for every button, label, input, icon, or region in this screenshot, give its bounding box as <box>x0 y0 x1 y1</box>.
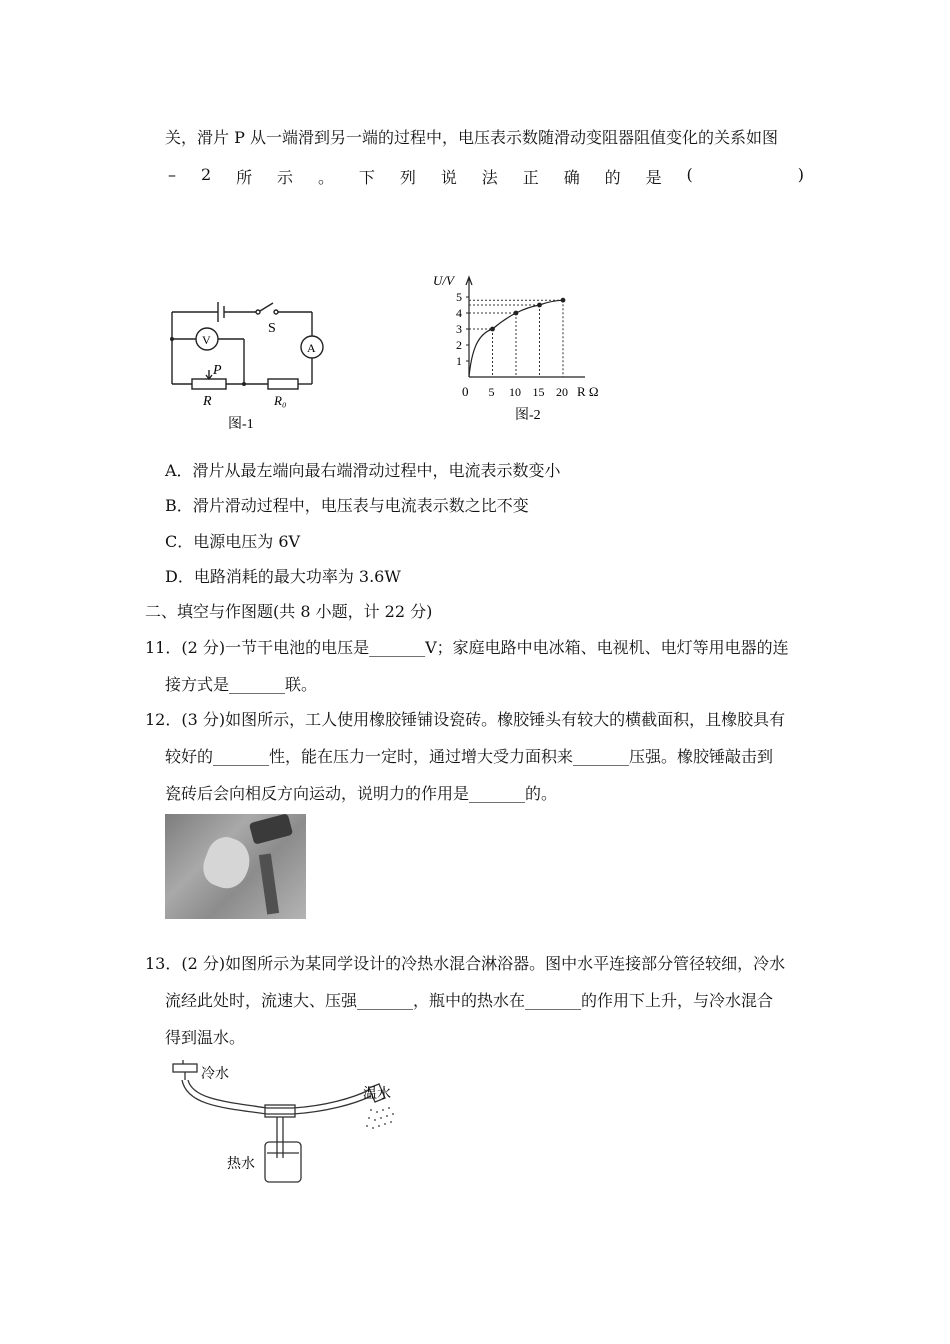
ammeter-label: A <box>307 341 316 355</box>
stem-token: – <box>168 165 176 184</box>
junction-dot <box>242 382 246 386</box>
question-10-stem-line-1: 关，滑片 P 从一端滑到另一端的过程中，电压表示数随滑动变阻器阻值变化的关系如图 <box>165 128 778 147</box>
hot-water-label: 热水 <box>227 1157 255 1172</box>
question-12-line-2: 较好的_______性，能在压力一定时，通过增大受力面积来_______压强。橡胶锤敲击到 <box>165 747 774 766</box>
stem-token: 示 <box>277 168 294 187</box>
narrow-connector <box>265 1105 295 1117</box>
data-point <box>561 298 566 303</box>
figure-1-caption: 图-1 <box>228 417 254 432</box>
switch-blade <box>260 303 273 311</box>
spray-droplet <box>384 1123 386 1125</box>
cold-water-label: 冷水 <box>201 1067 229 1082</box>
spray-droplet <box>370 1109 372 1111</box>
switch-label: S <box>268 321 276 336</box>
spray-droplet <box>376 1111 378 1113</box>
faucet-icon <box>173 1064 197 1072</box>
y-tick-label: 3 <box>456 322 462 336</box>
stem-token: 确 <box>563 168 580 187</box>
option-a: A．滑片从最左端向最右端滑动过程中，电流表示数变小 <box>165 461 561 480</box>
x-tick-label: 10 <box>509 385 521 399</box>
spray-droplet <box>390 1121 392 1123</box>
stem-token: 下 <box>358 168 375 187</box>
question-13-line-1: 13．(2 分)如图所示为某同学设计的冷热水混合淋浴器。图中水平连接部分管径较细，冷水 <box>145 954 786 973</box>
stem-token: 的 <box>604 168 621 187</box>
hand-shape <box>198 832 256 894</box>
y-axis-label: U/V <box>433 273 454 288</box>
x-tick-label: 5 <box>488 385 495 399</box>
rheostat-label: R <box>203 394 212 409</box>
x-tick-label: 20 <box>556 385 568 399</box>
stem-token: 2 <box>200 165 212 184</box>
switch-contact <box>274 310 278 314</box>
resistor-R0 <box>268 379 298 389</box>
spray-droplet <box>366 1125 368 1127</box>
stem-token: ( <box>686 165 693 184</box>
pipe-outline <box>188 1080 369 1108</box>
stem-token: ) <box>797 165 804 184</box>
option-c: C．电源电压为 6V <box>165 532 301 551</box>
question-13-line-2: 流经此处时，流速大、压强_______，瓶中的热水在_______的作用下上升，与冷水混合 <box>165 991 774 1010</box>
rheostat-R <box>192 379 226 389</box>
fixed-resistor-label: R₀ <box>274 393 287 408</box>
data-point <box>537 303 542 308</box>
voltage-resistance-chart <box>425 265 615 430</box>
voltmeter-label: V <box>202 333 211 347</box>
spray-droplet <box>368 1117 370 1119</box>
stem-token: 说 <box>440 168 457 187</box>
y-tick-label: 1 <box>456 354 462 368</box>
stem-token: 是 <box>645 168 662 187</box>
spray-droplet <box>372 1127 374 1129</box>
x-tick-label: 15 <box>532 385 545 399</box>
stem-token: 所 <box>236 168 253 187</box>
stem-token: 法 <box>481 168 498 187</box>
shower-mixer-diagram <box>165 1058 405 1188</box>
handle-shape <box>259 853 279 914</box>
spray-droplet <box>388 1107 390 1109</box>
switch-contact <box>256 310 260 314</box>
slider-label: P <box>213 363 222 378</box>
option-b: B．滑片滑动过程中，电压表与电流表示数之比不变 <box>165 496 529 515</box>
question-11-line-1: 11．(2 分)一节干电池的电压是_______V；家庭电路中电冰箱、电视机、电灯等用电器的连 <box>145 638 789 657</box>
data-point <box>514 311 519 316</box>
y-tick-label: 2 <box>456 338 462 352</box>
spray-droplet <box>380 1117 382 1119</box>
section-title: 二、填空与作图题(共 8 小题，计 22 分) <box>145 602 433 621</box>
spray-droplet <box>392 1113 394 1115</box>
spray-droplet <box>382 1109 384 1111</box>
warm-water-label: 温水 <box>363 1087 391 1102</box>
option-d: D．电路消耗的最大功率为 3.6W <box>165 567 401 586</box>
spray-droplet <box>374 1119 376 1121</box>
rubber-hammer-photo <box>165 814 306 919</box>
stem-token: 列 <box>399 168 416 187</box>
figure-2-caption: 图-2 <box>515 408 541 423</box>
stem-token: 正 <box>522 168 539 187</box>
y-tick-label: 5 <box>456 290 462 304</box>
spray-droplet <box>386 1115 388 1117</box>
x-axis-label: R Ω <box>577 384 599 399</box>
stem-token: 。 <box>317 168 334 187</box>
data-point <box>490 327 495 332</box>
junction-dot <box>170 337 174 341</box>
question-13-line-3: 得到温水。 <box>165 1028 246 1047</box>
hammer-head-shape <box>249 814 293 845</box>
pipe-outline <box>182 1080 371 1114</box>
question-11-line-2: 接方式是_______联。 <box>165 675 318 694</box>
origin-label: 0 <box>462 384 469 399</box>
y-tick-label: 4 <box>456 306 462 320</box>
circuit-diagram-figure-1 <box>160 292 330 437</box>
question-12-line-1: 12．(3 分)如图所示，工人使用橡胶锤铺设瓷砖。橡胶锤头有较大的横截面积，且橡胶具有 <box>145 710 786 729</box>
question-10-stem-line-2 <box>168 165 804 188</box>
question-12-line-3: 瓷砖后会向相反方向运动，说明力的作用是_______的。 <box>165 784 558 803</box>
spray-droplet <box>378 1125 380 1127</box>
